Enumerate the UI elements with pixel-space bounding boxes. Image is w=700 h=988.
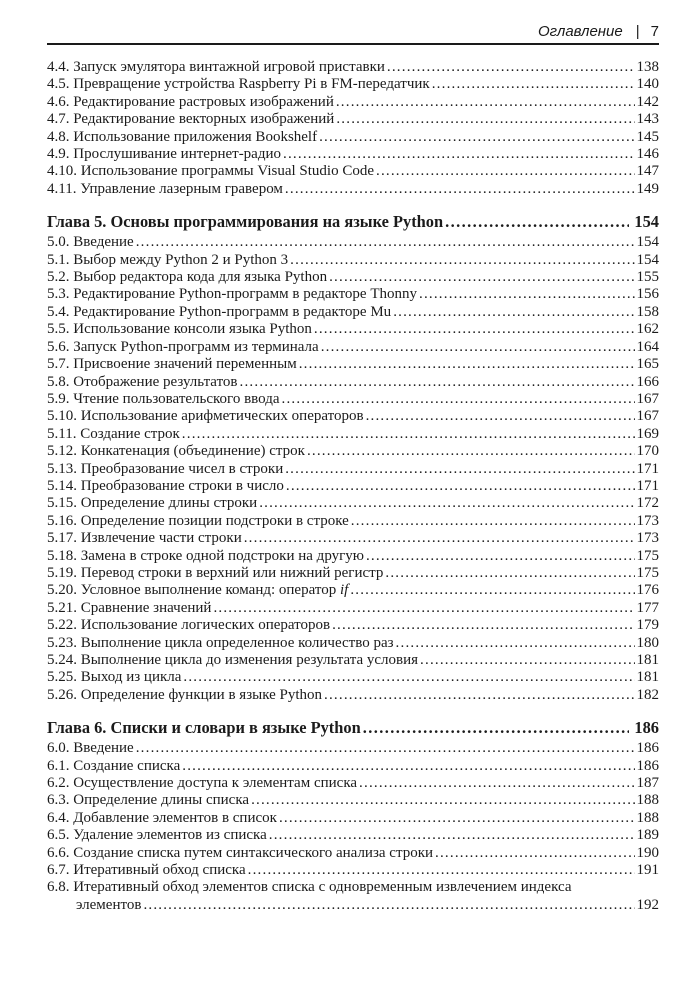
dot-leader (314, 321, 635, 338)
dot-leader (336, 111, 634, 128)
page-number: 170 (636, 443, 659, 460)
toc-entry-title: 5.10. Использование арифметических операторов (47, 408, 364, 425)
dot-leader (290, 252, 634, 269)
page-number: 143 (636, 111, 659, 128)
toc-entry-title: 4.6. Редактирование растровых изображений (47, 93, 334, 110)
toc-entry (47, 775, 659, 792)
toc-entry (47, 582, 659, 599)
toc-entry-title: 5.26. Определение функции в языке Python (47, 686, 323, 703)
page-number: 158 (636, 303, 659, 320)
page-number: 171 (636, 477, 659, 494)
toc-entry-title: 5.1. Выбор между Python 2 и Python 3 (47, 251, 289, 268)
toc-entry-title: 5.18. Замена в строке одной подстроки на другую (47, 547, 364, 564)
page-number: 191 (636, 862, 659, 879)
dot-leader (183, 669, 634, 686)
dot-leader (419, 286, 635, 303)
toc-entry (47, 181, 659, 198)
page-number: 156 (636, 286, 659, 303)
page-number: 179 (636, 617, 659, 634)
toc-entry-title: 5.3. Редактирование Python-программ в редакторе Thonny (47, 286, 417, 303)
page-number: 176 (636, 582, 659, 599)
toc-entry-title: 6.0. Введение (47, 740, 134, 757)
running-header-page-number: 7 (650, 23, 659, 40)
toc-entry-title: 6.2. Осуществление доступа к элементам списка (47, 775, 358, 792)
toc-entry-title: 4.5. Превращение устройства Raspberry Pi в FM-передатчик (47, 76, 430, 93)
toc-entry (47, 304, 659, 321)
page-number: 154 (636, 251, 659, 268)
page-number: 175 (636, 564, 659, 581)
dot-leader (248, 862, 635, 879)
page-number: 180 (636, 634, 659, 651)
page-number: 188 (636, 809, 659, 826)
toc-entry (47, 565, 659, 582)
toc-entry-title: 4.9. Прослушивание интернет-радио (47, 146, 282, 163)
toc-entry (47, 356, 659, 373)
toc-entry-title: 5.19. Перевод строки в верхний или нижний регистр (47, 564, 384, 581)
toc-entry-title: 4.11. Управление лазерным гравером (47, 180, 283, 197)
toc-entry (47, 635, 659, 652)
page-number: 166 (636, 373, 659, 390)
chapter-heading-title: Глава 6. Списки и словари в языке Python (47, 718, 361, 738)
dot-leader (396, 635, 635, 652)
dot-leader (244, 530, 635, 547)
dot-leader (363, 717, 630, 738)
toc-entry (47, 827, 659, 844)
dot-leader (136, 234, 635, 251)
dot-leader (136, 740, 635, 757)
toc-entry-title: 5.9. Чтение пользовательского ввода (47, 390, 280, 407)
page-number: 142 (636, 93, 659, 110)
page-number: 167 (636, 390, 659, 407)
toc-entry-title: 6.3. Определение длины списка (47, 792, 250, 809)
dot-leader (259, 495, 634, 512)
toc-entry-title: 5.17. Извлечение части строки (47, 530, 242, 547)
toc-entry-title: 4.10. Использование программы Visual Studio Code (47, 163, 374, 180)
toc-entry (47, 59, 659, 76)
toc-entry-title: 5.0. Введение (47, 234, 134, 251)
toc-entry (47, 513, 659, 530)
toc-entry-title: 4.8. Использование приложения Bookshelf (47, 128, 318, 145)
toc-entry-title: 5.16. Определение позиции подстроки в строке (47, 512, 349, 529)
page-number: 155 (636, 269, 659, 286)
page-number: 138 (636, 59, 659, 75)
toc-entry-title: 5.12. Конкатенация (объединение) строк (47, 443, 305, 460)
toc-entry (47, 374, 659, 391)
toc-entry (47, 845, 659, 862)
dot-leader (240, 374, 635, 391)
toc-entry-title: 5.6. Запуск Python-программ из терминала (47, 338, 319, 355)
toc-entry (47, 478, 659, 495)
toc-entry (47, 600, 659, 617)
toc-entry (47, 76, 659, 93)
toc-entry (47, 862, 659, 879)
toc-entry-title: 6.8. Итеративный обход элементов списка с одновременным извлечением индекса (47, 879, 572, 896)
page-number: 154 (636, 234, 659, 251)
toc-entry-title: 4.4. Запуск эмулятора винтажной игровой приставки (47, 59, 385, 75)
toc-entry (47, 408, 659, 425)
toc-entry-title: 5.7. Присвоение значений переменным (47, 356, 297, 373)
toc-entry (47, 146, 659, 163)
toc-entry (47, 792, 659, 809)
dot-leader (299, 356, 635, 373)
page-number: 175 (636, 547, 659, 564)
page-number: 169 (636, 425, 659, 442)
toc-entry-title: 5.2. Выбор редактора кода для языка Python (47, 269, 328, 286)
page-number: 167 (636, 408, 659, 425)
toc-entry-title: 5.23. Выполнение цикла определенное количество раз (47, 634, 394, 651)
dot-leader (286, 478, 635, 495)
toc-entry (47, 443, 659, 460)
page-number: 177 (636, 599, 659, 616)
dot-leader (387, 59, 635, 76)
page-number: 189 (636, 827, 659, 844)
page-number: 173 (636, 512, 659, 529)
running-header-title: Оглавление (537, 23, 623, 40)
toc-entry (47, 234, 659, 251)
dot-leader (143, 897, 634, 914)
toc-entry-title: 6.4. Добавление элементов в список (47, 809, 277, 826)
toc-entry (47, 94, 659, 111)
toc-entry (47, 269, 659, 286)
toc-entry (47, 652, 659, 669)
toc-entry-title: 5.24. Выполнение цикла до изменения результата условия (47, 652, 419, 668)
page-number: 164 (636, 338, 659, 355)
dot-leader (324, 687, 634, 704)
dot-leader (376, 163, 635, 180)
toc-entry (47, 740, 659, 757)
page-number: 149 (636, 180, 659, 197)
toc-entry-title: 5.8. Отображение результатов (47, 373, 238, 390)
dot-leader (307, 443, 635, 460)
toc-entry (47, 548, 659, 565)
toc-entry (47, 426, 659, 443)
dot-leader (351, 513, 635, 530)
page-number: 181 (636, 669, 659, 686)
page-number: 165 (636, 356, 659, 373)
toc-entry (47, 339, 659, 356)
dot-leader (285, 181, 635, 198)
dot-leader (393, 304, 634, 321)
page-number: 182 (636, 686, 659, 703)
toc-entry (47, 810, 659, 827)
toc-entry (47, 669, 659, 686)
toc-entry (47, 758, 659, 775)
dot-leader (350, 582, 634, 599)
toc-entry-title: 5.5. Использование консоли языка Python (47, 321, 312, 338)
toc-entry (47, 687, 659, 704)
page-number: 186 (634, 718, 659, 738)
dot-leader (285, 461, 634, 478)
toc-entry (47, 530, 659, 547)
toc-entry-continuation (47, 897, 659, 914)
dot-leader (336, 94, 635, 111)
dot-leader (366, 408, 635, 425)
page-number: 173 (636, 530, 659, 547)
dot-leader (366, 548, 635, 565)
toc-entry-title: 5.14. Преобразование строки в число (47, 477, 284, 494)
toc-entry (47, 163, 659, 180)
page-number: 172 (636, 495, 659, 512)
dot-leader (251, 792, 634, 809)
running-header (47, 0, 659, 40)
toc-entry (47, 391, 659, 408)
page-number: 140 (636, 76, 659, 93)
toc-entry-title: 6.6. Создание списка путем синтаксического анализа строки (47, 844, 434, 861)
page-content (47, 0, 659, 914)
dot-leader (359, 775, 634, 792)
page-number: 146 (636, 146, 659, 163)
toc-entry-title: 5.15. Определение длины строки (47, 495, 258, 512)
toc-entry (47, 461, 659, 478)
toc-entry-title: 6.7. Итеративный обход списка (47, 862, 246, 879)
toc-entry (47, 129, 659, 146)
toc-entry-title: 5.21. Сравнение значений (47, 599, 212, 616)
dot-leader (332, 617, 634, 634)
dot-leader (420, 652, 634, 669)
dot-leader (435, 845, 634, 862)
page-number: 154 (634, 212, 659, 232)
dot-leader (445, 211, 629, 232)
toc-entry (47, 286, 659, 303)
toc-entry-title: 5.22. Использование логических операторов (47, 617, 331, 634)
toc-entry (47, 321, 659, 338)
dot-leader (269, 827, 635, 844)
dot-leader (432, 76, 635, 93)
running-header-separator: | (635, 23, 640, 40)
page-number: 186 (636, 757, 659, 774)
toc-entry-title: 5.11. Создание строк (47, 425, 180, 442)
toc-entry-title: 4.7. Редактирование векторных изображений (47, 111, 335, 128)
toc-entry-title: 6.5. Удаление элементов из списка (47, 827, 267, 844)
toc-entry-title: 5.20. Условное выполнение команд: оператор if (47, 582, 349, 599)
page-number: 190 (636, 844, 659, 861)
dot-leader (182, 426, 635, 443)
chapter-heading-title: Глава 5. Основы программирования на языке Python (47, 212, 444, 232)
toc-entry-title: 6.1. Создание списка (47, 757, 181, 774)
dot-leader (385, 565, 634, 582)
page-number: 181 (636, 652, 659, 668)
toc-entry (47, 252, 659, 269)
dot-leader (319, 129, 634, 146)
dot-leader (182, 758, 634, 775)
page-number: 145 (636, 128, 659, 145)
page-number: 187 (636, 775, 659, 792)
dot-leader (279, 810, 635, 827)
dot-leader (213, 600, 634, 617)
page-number: 188 (636, 792, 659, 809)
toc-entry-title: 5.25. Выход из цикла (47, 669, 182, 686)
page-number: 192 (636, 896, 659, 913)
dot-leader (282, 391, 635, 408)
toc-entry (47, 495, 659, 512)
page-number: 171 (636, 460, 659, 477)
toc (47, 59, 659, 914)
toc-entry (47, 111, 659, 128)
chapter-heading (47, 211, 659, 232)
toc-entry (47, 879, 659, 896)
dot-leader (329, 269, 634, 286)
page-number: 147 (636, 163, 659, 180)
header-rule (47, 43, 659, 45)
toc-entry-title: 5.4. Редактирование Python-программ в редакторе Mu (47, 303, 392, 320)
dot-leader (283, 146, 634, 163)
page-number: 162 (636, 321, 659, 338)
page-number: 186 (636, 740, 659, 757)
toc-entry-continuation-title: элементов (76, 896, 142, 913)
dot-leader (321, 339, 635, 356)
chapter-heading (47, 717, 659, 738)
toc-entry (47, 617, 659, 634)
toc-entry-title: 5.13. Преобразование чисел в строки (47, 460, 284, 477)
